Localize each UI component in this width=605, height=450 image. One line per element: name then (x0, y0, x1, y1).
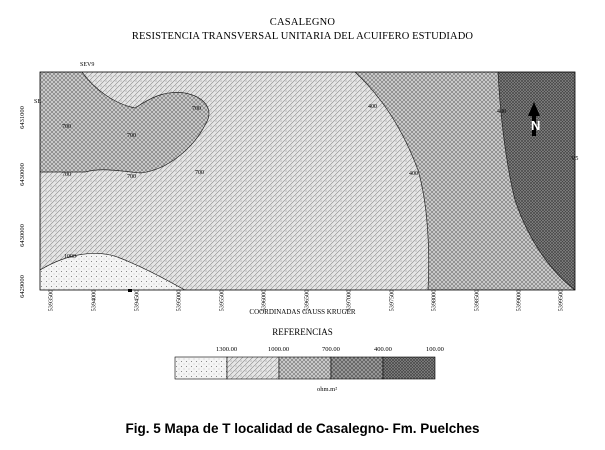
map-subtitle: RESISTENCIA TRANSVERSAL UNITARIA DEL ACUIFERO ESTUDIADO (131, 31, 474, 42)
x-tick-label: 5397500 (388, 289, 396, 312)
legend-swatch-1 (175, 357, 227, 379)
legend-value: 1000.00 (268, 346, 290, 353)
x-tick-label: 5395000 (175, 289, 183, 312)
legend-swatch-4 (331, 357, 383, 379)
x-tick-label: 5398500 (473, 289, 481, 312)
x-tick-label: 5396000 (260, 289, 268, 312)
sev-marker (128, 289, 132, 292)
figure-caption: Fig. 5 Mapa de T localidad de Casalegno- Fm. Puelches (125, 421, 480, 436)
contour-label: 700 (62, 124, 71, 130)
x-tick-label: 5396500 (303, 289, 311, 312)
legend-swatch-5 (383, 357, 435, 379)
x-tick-label: 5397000 (345, 289, 353, 312)
legend-value: 1300.00 (216, 346, 238, 353)
contour-label: 700 (195, 170, 204, 176)
x-tick-label: 5394500 (133, 289, 141, 312)
legend-value: 700.00 (322, 346, 340, 353)
y-tick-label: 6430000 (18, 163, 26, 186)
map-title: CASALEGNO (269, 17, 336, 28)
legend-value: 100.00 (426, 346, 444, 353)
legend-title: REFERENCIAS (272, 327, 333, 337)
point-label-v5: V5 (571, 156, 579, 162)
contour-label: 400 (409, 171, 418, 177)
x-tick-label: 5394000 (90, 289, 98, 312)
x-tick-label: 5398000 (430, 289, 438, 312)
legend-value: 400.00 (374, 346, 392, 353)
contour-label: 700 (192, 106, 201, 112)
x-tick-label: 5399000 (515, 289, 523, 312)
north-label: N (531, 118, 541, 133)
contour-label: 700 (62, 172, 71, 178)
y-tick-label: 6430000 (18, 224, 26, 247)
x-tick-label: 5399500 (557, 289, 565, 312)
contour-label: 400 (497, 109, 506, 115)
x-tick-label: 5393500 (47, 289, 55, 312)
point-label-sev9: SEV9 (80, 62, 95, 68)
contour-label: 700 (127, 133, 136, 139)
contour-label: 1000 (64, 254, 76, 260)
point-label-se: SE (34, 99, 42, 105)
legend-swatch-2 (227, 357, 279, 379)
y-tick-label: 6429000 (18, 275, 26, 298)
legend-unit: ohm.m² (317, 386, 338, 393)
x-tick-label: 5395500 (218, 289, 226, 312)
y-tick-label: 6431000 (18, 106, 26, 129)
axis-title: COORDINADAS GAUSS KRUGER (249, 308, 356, 316)
legend-swatch-3 (279, 357, 331, 379)
contour-label: 400 (368, 104, 377, 110)
contour-label: 700 (127, 174, 136, 180)
